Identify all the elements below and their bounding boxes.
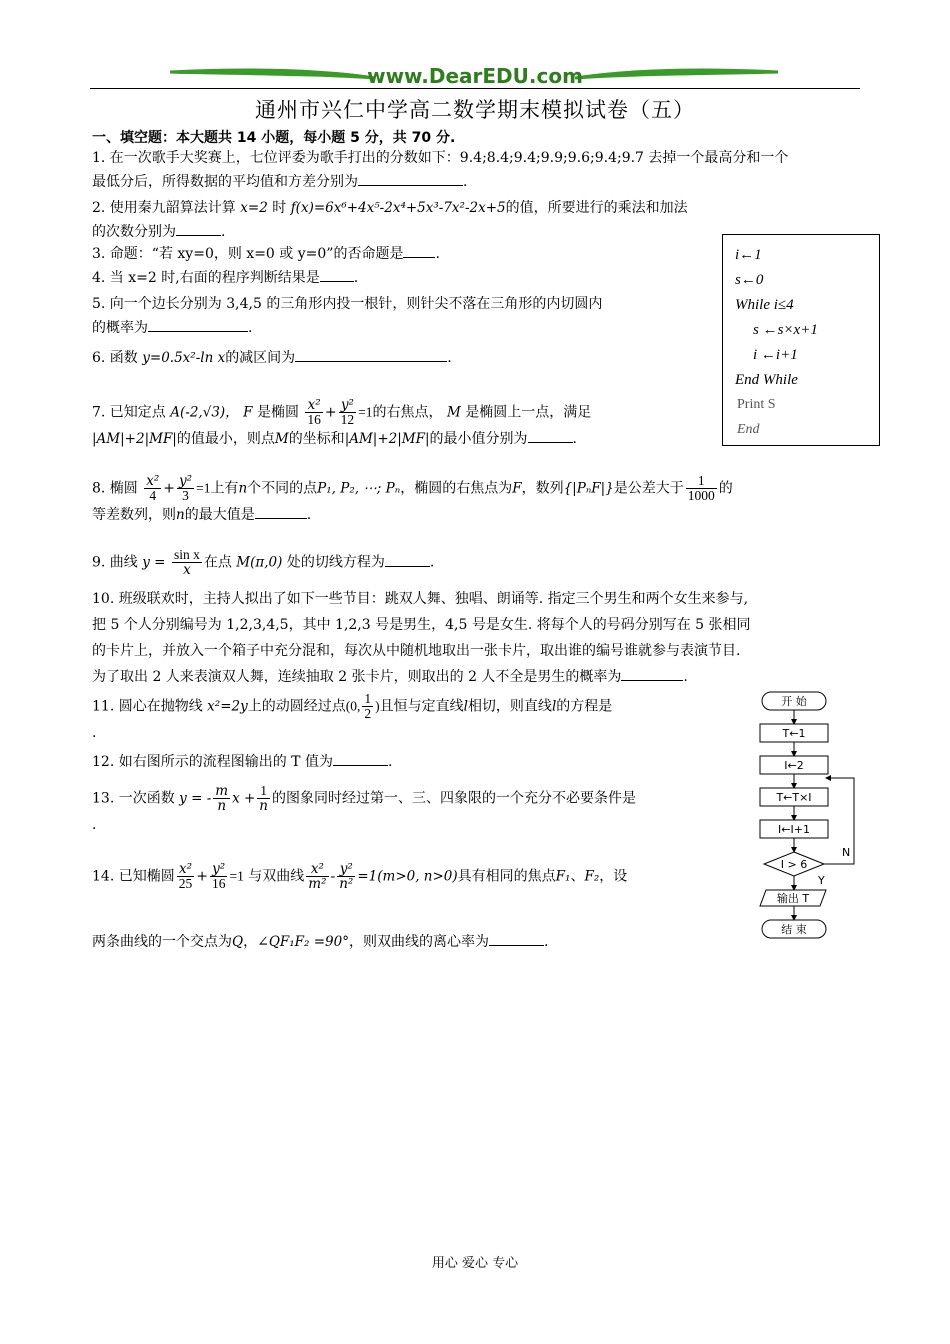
site-logo [170,64,780,90]
q11-text: 上的动圆经过点 [247,698,346,715]
q6-text: 的减区间为 [225,350,296,366]
flow-yes-label: Y [818,874,825,887]
q9-math: y = [142,554,166,571]
algorithm-line: End [737,422,760,437]
q1-text-2: 最低分后，所得数据的平均值和方差分别为 [92,174,358,190]
q5-text: 5. 向一个边长分别为 3,4,5 的三角形内投一根针，则针尖不落在三角形的内切圆内 [92,296,603,312]
q14-text-2: ，∠ [243,934,269,950]
question-7: 7. 已知定点 A(-2,√3)， F 是椭圆 $\frac{\text{x²}}{16}$ + $\frac{\text{y²}}{12}$ =1的右焦点， M 是椭圆上一点，满足 |AM|+2|MF|的值最小，则点M的坐标和|AM|+2|MF|的最小值分别为 . [92,397,592,447]
q14-text: 具有相同的焦点 [457,868,556,885]
q7-text: 的坐标和 [288,431,345,447]
q11-text: 的方程是 [556,698,613,715]
question-8: 8. 椭圆 $\frac{\text{x²}}{4}$ + $\frac{\text{y²}}{3}$ =1上有n个不同的点P₁, P₂, ⋯; Pₙ，椭圆的右焦点为F，数列{|PₙF|}是公差大于 $\frac{1}{1000}$ 的 等差数列，则n的最大值是 . [92,473,733,523]
q8-math: n [176,507,185,523]
fraction: $\frac{\text{x²}}{16}$ [307,397,321,427]
q14-math: F₂ [584,868,600,885]
fraction: $\frac{1}{n}$ [259,783,268,814]
question-1: 1. 在一次歌手大奖赛上，七位评委为歌手打出的分数如下：9.4;8.4;9.4;9.9;9.6;9.4;9.7 去掉一个最高分和一个 最低分后，所得数据的平均值和方差分别为 . [92,150,789,190]
answer-blank [621,666,683,681]
q14-text-2: 两条曲线的一个交点为 [92,934,232,950]
question-5: 5. 向一个边长分别为 3,4,5 的三角形内投一根针，则针尖不落在三角形的内切圆内 的概率为 . [92,296,603,336]
question-2: 2. 使用秦九韶算法计算 x=2 时 f(x)=6x⁶+4x⁵-2x⁴+5x³-7x²-2x+5的值，所要进行的乘法和加法 的次数分别为 . [92,200,688,240]
q1-text: 1. 在一次歌手大奖赛上，七位评委为歌手打出的分数如下：9.4;8.4;9.4;9.9;9.6;9.4;9.7 去掉一个最高分和一个 [92,150,789,166]
q9-text: 处的切线方程为 [286,554,385,571]
question-11 [92,692,612,745]
question-6: 6. 函数 y=0.5x²-ln x的减区间为 . [92,346,452,370]
q11-text: 且恒与定直线 [379,698,464,715]
q6-text: 6. 函数 [92,350,138,366]
q11-text: 11. 圆心在抛物线 [92,698,203,715]
q13-text: 13. 一次函数 [92,790,175,807]
flow-condition-label: I > 6 [780,858,808,871]
algorithm-line: End While [735,372,798,388]
fraction: $\frac{\text{sin x}}{x}$ [173,547,200,578]
question-12: 12. 如右图所示的流程图输出的 T 值为 . [92,750,392,774]
question-3: 3. 命题：“若 xy=0，则 x=0 或 y=0”的否命题是 . [92,242,440,266]
algorithm-box [722,234,880,446]
algorithm-line: i←1 [735,247,762,263]
q7-text: 是椭圆 [256,404,299,421]
q14-text: ，设 [599,868,628,885]
page-footer: 用心 爱心 专心 [431,1256,519,1271]
q7-text: 是椭圆上一点，满足 [465,404,592,421]
algorithm-line: Print S [737,397,776,412]
question-13 [92,784,636,837]
question-10: 10. 班级联欢时，主持人拟出了如下一些节目：跳双人舞、独唱、朗诵等. 指定三个男生和两个女生来参与, 把 5 个人分别编号为 1,2,3,4,5，其中 1,2,3 号是男生，4,5 号是女生. 将每个人的号码分别写在 5 张相同 的卡片上，并放入一个箱子中充分混和，每次从中随机地取出一张卡片，取出谁的编号谁就参与表演节目. 为了取出 2 人来表演双人舞，连续抽取 2 张卡片，则取出的 2 人不全是男生的概率为 . [92,591,751,685]
q14-math: F₁ [555,868,571,885]
algorithm-line: s←0 [735,272,764,288]
answer-blank [358,171,463,186]
flow-no-label: N [842,846,851,859]
q8-text-2: 等差数列，则 [92,507,176,523]
fraction: $\frac{1}{1000}$ [687,473,715,503]
q8-text: 是公差大于 [613,480,684,497]
q13-math: y = - [179,790,212,807]
answer-blank [489,931,544,946]
q2-text-2: 的次数分别为 [92,224,176,240]
q10-text-4: 为了取出 2 人来表演双人舞，连续抽取 2 张卡片，则取出的 2 人不全是男生的概率为 [92,669,622,685]
q10-text: 10. 班级联欢时，主持人拟出了如下一些节目：跳双人舞、独唱、朗诵等. 指定三个男生和两个女生来参与, [92,591,749,607]
answer-blank [148,317,248,332]
flowchart [746,686,870,942]
algorithm-line: s ←s×x+1 [753,322,818,338]
q8-math: {|PₙF|} [563,480,614,497]
q14-text-2: ，则双曲线的离心率为 [348,934,489,950]
question-14: 14. 已知椭圆 $\frac{\text{x²}}{25}$ + $\frac{\text{y²}}{16}$ =1 与双曲线 $\frac{\text{x²}}{\text{m²}}$ - $\frac{\text{y²}}{\text{n²}}$ =1(m>0, n>0)具有相同的焦点F₁、F₂，设 [92,861,628,892]
q2-text: 2. 使用秦九韶算法计算 [92,200,236,216]
q8-math: n [238,480,248,497]
fraction: $\frac{\text{y²}}{12}$ [340,397,355,427]
q7-text: 的右焦点， [372,404,443,421]
q6-formula: y=0.5x²-ln x [142,350,226,366]
answer-blank [176,221,221,236]
fraction: $\frac{m}{n}$ [215,783,229,814]
q9-text: 在点 [203,554,232,571]
q8-text: ，数列 [521,480,564,497]
q7-text: 的最小值分别为 [429,431,528,447]
answer-blank [333,751,388,766]
q14-math: Q [232,934,244,950]
question-14-line2: 两条曲线的一个交点为Q，∠QF₁F₂ =90°，则双曲线的离心率为 . [92,930,548,954]
q10-text-2: 把 5 个人分别编号为 1,2,3,4,5，其中 1,2,3 号是男生，4,5 号是女生. 将每个人的号码分别写在 5 张相同 [92,617,751,633]
q8-text: ，椭圆的右焦点为 [400,480,513,497]
q11-math: x²=2y [207,698,248,715]
fraction: $\frac{1}{2}$ [364,691,372,721]
q7-math: |AM|+2|MF| [344,431,430,447]
q5-text-2: 的概率为 [92,320,148,336]
flow-start-label: 开 始 [781,695,807,708]
fraction: $\frac{\text{x²}}{4}$ [146,473,160,503]
q14-text: 、 [570,868,585,885]
q14-text: 与双曲线 [248,868,305,885]
q11-math: (0, [345,698,361,714]
q7-math: F [243,404,253,421]
q2-formula: f(x)=6x⁶+4x⁵-2x⁴+5x³-7x²-2x+5 [290,200,506,216]
flow-step-label: T←1 [782,727,806,740]
q7-math: A(-2,√3)， [170,404,239,421]
fraction: $\frac{\text{x²}}{25}$ [178,861,193,891]
q11-text: . [92,725,97,741]
header-rule [90,88,860,89]
q13-math: x + [232,790,256,807]
q2-text: 的值，所要进行的乘法和加法 [505,200,688,216]
question-9: 9. 曲线 y = $\frac{\text{sin x}}{x}$ 在点 M(π,0) 处的切线方程为 . [92,547,435,578]
q11-math: l [463,698,468,715]
flow-output-label: 输出 T [776,892,810,905]
q13-text: 的图象同时经过第一、三、四象限的一个充分不必要条件是 [272,790,636,807]
q2-math: x=2 [240,200,268,216]
page-title: 通州市兴仁中学高二数学期末模拟试卷（五） [255,98,695,122]
fraction: $\frac{\text{y²}}{16}$ [211,861,226,891]
answer-blank [403,243,435,258]
q13-text: . [92,817,97,833]
q8-text: 8. 椭圆 [92,480,138,497]
answer-blank [295,347,447,362]
q8-text: 个不同的点 [247,480,318,497]
q7-text: 的值最小，则点 [176,431,275,447]
q7-math: |AM|+2|MF| [92,431,177,447]
fraction: $\frac{\text{y²}}{3}$ [179,473,193,503]
q4-text: 4. 当 x=2 时,右面的程序判断结果是 [92,270,320,286]
q3-text: 3. 命题：“若 xy=0，则 x=0 或 y=0”的否命题是 [92,246,404,262]
q14-math: =1(m>0, n>0) [357,868,458,885]
q2-text: 时 [272,200,287,216]
section-heading: 一、填空题：本大题共 14 小题，每小题 5 分，共 70 分. [92,130,456,146]
answer-blank [320,267,354,282]
q9-math: M(π,0) [236,554,283,571]
logo-text: www.DearEDU.com [367,64,583,88]
answer-blank [385,552,430,567]
question-4: 4. 当 x=2 时,右面的程序判断结果是 . [92,266,358,290]
q8-text-2: 的最大值是 [184,507,255,523]
q10-text-3: 的卡片上，并放入一个箱子中充分混和，每次从中随机地取出一张卡片，取出谁的编号谁就参与表演节目. [92,643,741,659]
answer-blank [528,428,573,443]
q11-math: l [551,698,557,715]
algorithm-line: i ←i+1 [753,347,798,363]
q8-math: F [512,480,522,497]
q7-math: M [274,431,289,447]
q7-text: 7. 已知定点 [92,404,166,421]
q11-text: 相切，则直线 [467,698,552,715]
fraction: $\frac{\text{x²}}{\text{m²}}$ [308,861,327,892]
q8-text: 上有 [210,480,239,497]
q14-math: QF₁F₂ =90° [268,934,349,950]
q12-text: 12. 如右图所示的流程图输出的 T 值为 [92,754,333,770]
flow-step-label: I←I+1 [778,823,810,836]
q8-math: P₁, P₂, ⋯; Pₙ [317,480,401,497]
fraction: $\frac{\text{y²}}{\text{n²}}$ [339,861,354,892]
answer-blank [255,504,307,519]
flow-step-label: T←T×I [776,791,812,804]
q7-math: M [446,404,461,421]
q14-text: 14. 已知椭圆 [92,868,175,885]
q9-text: 9. 曲线 [92,554,138,571]
flow-step-label: I←2 [784,759,804,772]
q8-text: 的 [718,480,733,497]
algorithm-line: While i≤4 [735,297,794,313]
q11-math: ) [375,698,380,714]
flow-end-label: 结 束 [781,923,807,936]
